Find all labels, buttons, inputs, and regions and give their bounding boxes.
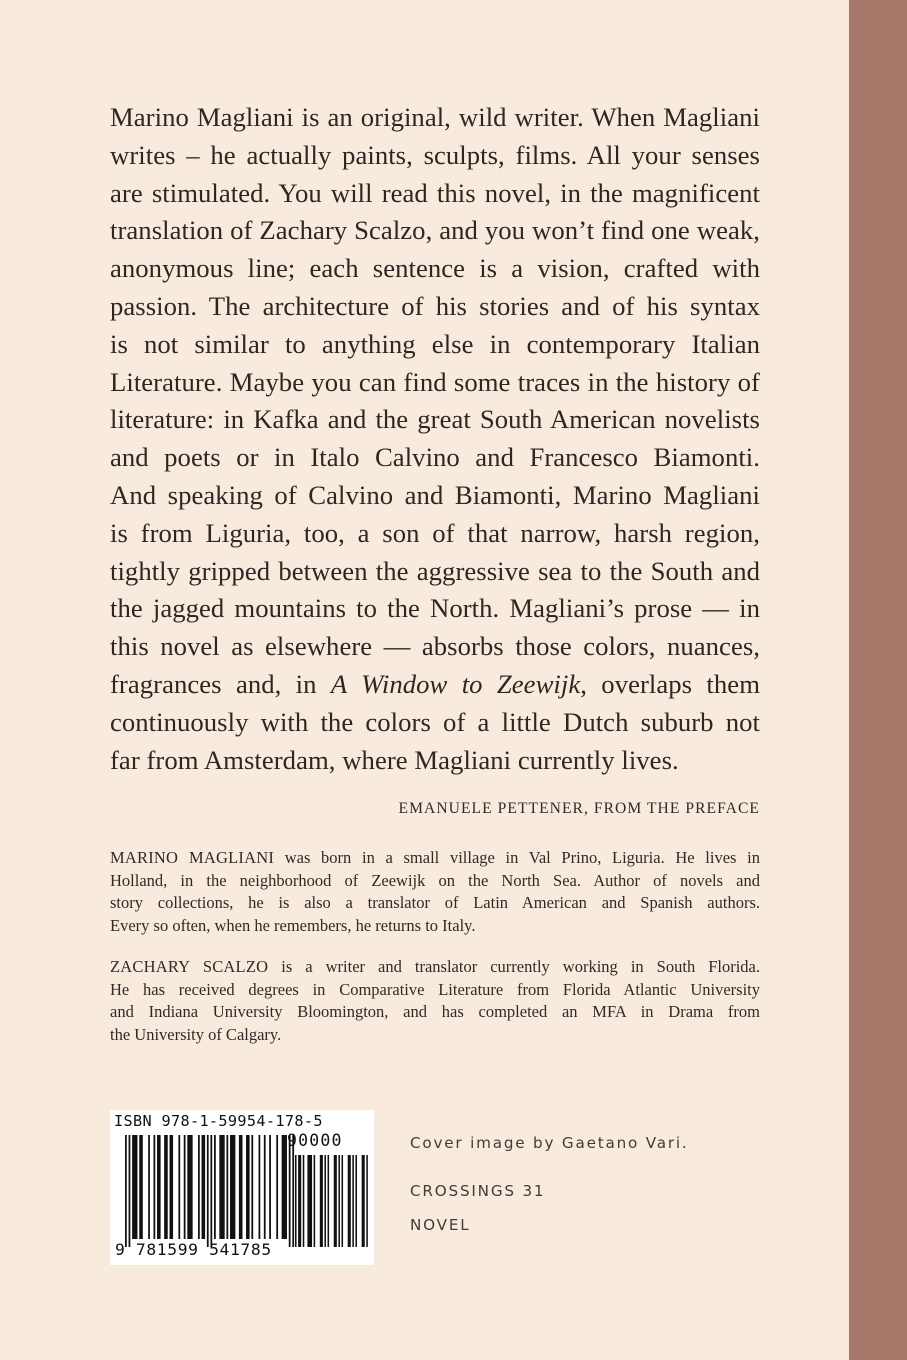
preface-line: and poets or in Italo Calvino and Francesco Biamonti.	[110, 442, 760, 473]
barcode-bar	[132, 1135, 137, 1239]
preface-line: are stimulated. You will read this novel, in the magnificent	[110, 177, 760, 208]
barcode-bar	[264, 1135, 266, 1239]
barcode-addon-bar	[362, 1155, 365, 1247]
author-bio	[110, 847, 760, 937]
preface-attribution: EMANUELE PETTENER, FROM THE PREFACE	[398, 800, 760, 818]
barcode-bar	[210, 1135, 212, 1247]
barcode-addon-bar	[320, 1155, 323, 1247]
barcode-bar	[148, 1135, 150, 1239]
barcode-bar	[198, 1135, 200, 1239]
translator-bio-line: and Indiana University Bloomington, and has completed an MFA in Drama from	[110, 1002, 760, 1022]
author-bio-line: Every so often, when he remembers, he returns to Italy.	[110, 915, 476, 935]
barcode-bar	[269, 1135, 271, 1239]
preface-text: fragrances and, in	[110, 668, 331, 699]
preface-line: continuously with the colors of a little Dutch suburb not	[110, 706, 760, 737]
preface-line: translation of Zachary Scalzo, and you won’t find one weak,	[110, 215, 760, 246]
preface-line: tightly gripped between the aggressive sea to the South and	[110, 555, 760, 586]
barcode-bar	[219, 1135, 224, 1239]
barcode-bar	[184, 1135, 186, 1239]
barcode-bar	[178, 1135, 180, 1239]
barcode-bar	[153, 1135, 155, 1239]
bio-text: was born in a small village in Val Prino, Liguria. He lives in	[274, 848, 760, 868]
translator-bio-line: the University of Calgary.	[110, 1024, 282, 1044]
barcode-addon-bar	[295, 1155, 297, 1247]
barcode-bar	[230, 1135, 235, 1239]
preface-line: far from Amsterdam, where Magliani currently lives.	[110, 744, 679, 775]
barcode-addon-bar	[334, 1155, 337, 1247]
barcode-addon-bar	[298, 1155, 301, 1247]
author-bio-line: story collections, he is also a translator of Latin American and Spanish authors.	[110, 893, 760, 913]
barcode-addon-bar	[303, 1155, 305, 1247]
isbn-barcode	[110, 1110, 374, 1265]
barcode-bar	[246, 1135, 250, 1239]
preface-line	[110, 666, 760, 704]
preface-line: is not similar to anything else in contemporary Italian	[110, 328, 760, 359]
translator-bio-line: He has received degrees in Comparative Literature from Florida Atlantic University	[110, 979, 760, 999]
barcode-bar	[251, 1135, 253, 1239]
barcode-bar	[214, 1135, 216, 1239]
price-code: 90000	[287, 1131, 343, 1150]
bio-text: is a writer and translator currently working in South Florida.	[268, 957, 761, 977]
preface-line: the jagged mountains to the North. Magliani’s prose — in	[110, 593, 760, 624]
barcode-bar	[125, 1135, 127, 1247]
barcode-bar	[139, 1135, 143, 1239]
barcode-addon-bar	[348, 1155, 351, 1247]
barcode-addon-bar	[355, 1155, 357, 1247]
author-bio-line: Holland, in the neighborhood of Zeewijk on the North Sea. Author of novels and	[110, 870, 760, 890]
barcode-bar	[276, 1135, 278, 1239]
preface-line: writes – he actually paints, sculpts, films. All your senses	[110, 139, 760, 170]
barcode-bar	[239, 1135, 243, 1239]
book-title: A Window to Zeewijk	[330, 668, 581, 699]
barcode-bar	[157, 1135, 161, 1239]
preface-line: Literature. Maybe you can find some traces in the history of	[110, 366, 760, 397]
preface-line: anonymous line; each sentence is a vision, crafted with	[110, 253, 760, 284]
back-cover-text	[110, 99, 760, 1046]
translator-bio-line	[110, 956, 760, 979]
barcode-addon-bar	[342, 1155, 344, 1247]
series-label: CROSSINGS 31	[410, 1182, 546, 1200]
barcode-bar	[207, 1135, 209, 1247]
isbn-label: ISBN 978-1-59954-178-5	[114, 1112, 323, 1130]
translator-bio	[110, 956, 760, 1046]
barcode-bar	[259, 1135, 261, 1239]
barcode-addon-bar	[352, 1155, 354, 1247]
translator-name: ZACHARY SCALZO	[110, 957, 269, 977]
barcode-bar	[226, 1135, 228, 1239]
barcode-addon-bar	[328, 1155, 330, 1247]
barcode-addon-bar	[324, 1155, 326, 1247]
spine-color-band	[849, 0, 907, 1360]
preface-line: literature: in Kafka and the great South American novelists	[110, 404, 760, 435]
author-bio-line	[110, 847, 760, 870]
barcode-bar	[202, 1135, 206, 1239]
preface-line: passion. The architecture of his stories and of his syntax	[110, 290, 760, 321]
preface-quote	[110, 99, 760, 779]
preface-line: this novel as elsewhere — absorbs those colors, nuances,	[110, 631, 760, 662]
barcode-bar	[187, 1135, 192, 1239]
cover-image-credit: Cover image by Gaetano Vari.	[410, 1134, 689, 1152]
barcode-bar	[170, 1135, 174, 1239]
barcode-bar	[129, 1135, 131, 1247]
genre-label: NOVEL	[410, 1216, 471, 1234]
preface-line: is from Liguria, too, a son of that narrow, harsh region,	[110, 517, 760, 548]
barcode-addon-bar	[338, 1155, 340, 1247]
preface-text: , overlaps them	[580, 668, 760, 699]
author-name: MARINO MAGLIANI	[110, 848, 275, 868]
barcode-bar	[282, 1135, 287, 1239]
barcode-bar	[164, 1135, 168, 1239]
preface-line: Marino Magliani is an original, wild writer. When Magliani	[110, 102, 760, 132]
barcode-addon-bar	[314, 1155, 316, 1247]
barcode-addon-bar	[366, 1155, 368, 1247]
barcode-bar	[292, 1135, 294, 1247]
barcode-bar	[289, 1135, 291, 1247]
barcode-digits: 9 781599 541785	[115, 1240, 272, 1259]
barcode-addon-bar	[307, 1155, 312, 1247]
preface-line: And speaking of Calvino and Biamonti, Marino Magliani	[110, 479, 760, 510]
